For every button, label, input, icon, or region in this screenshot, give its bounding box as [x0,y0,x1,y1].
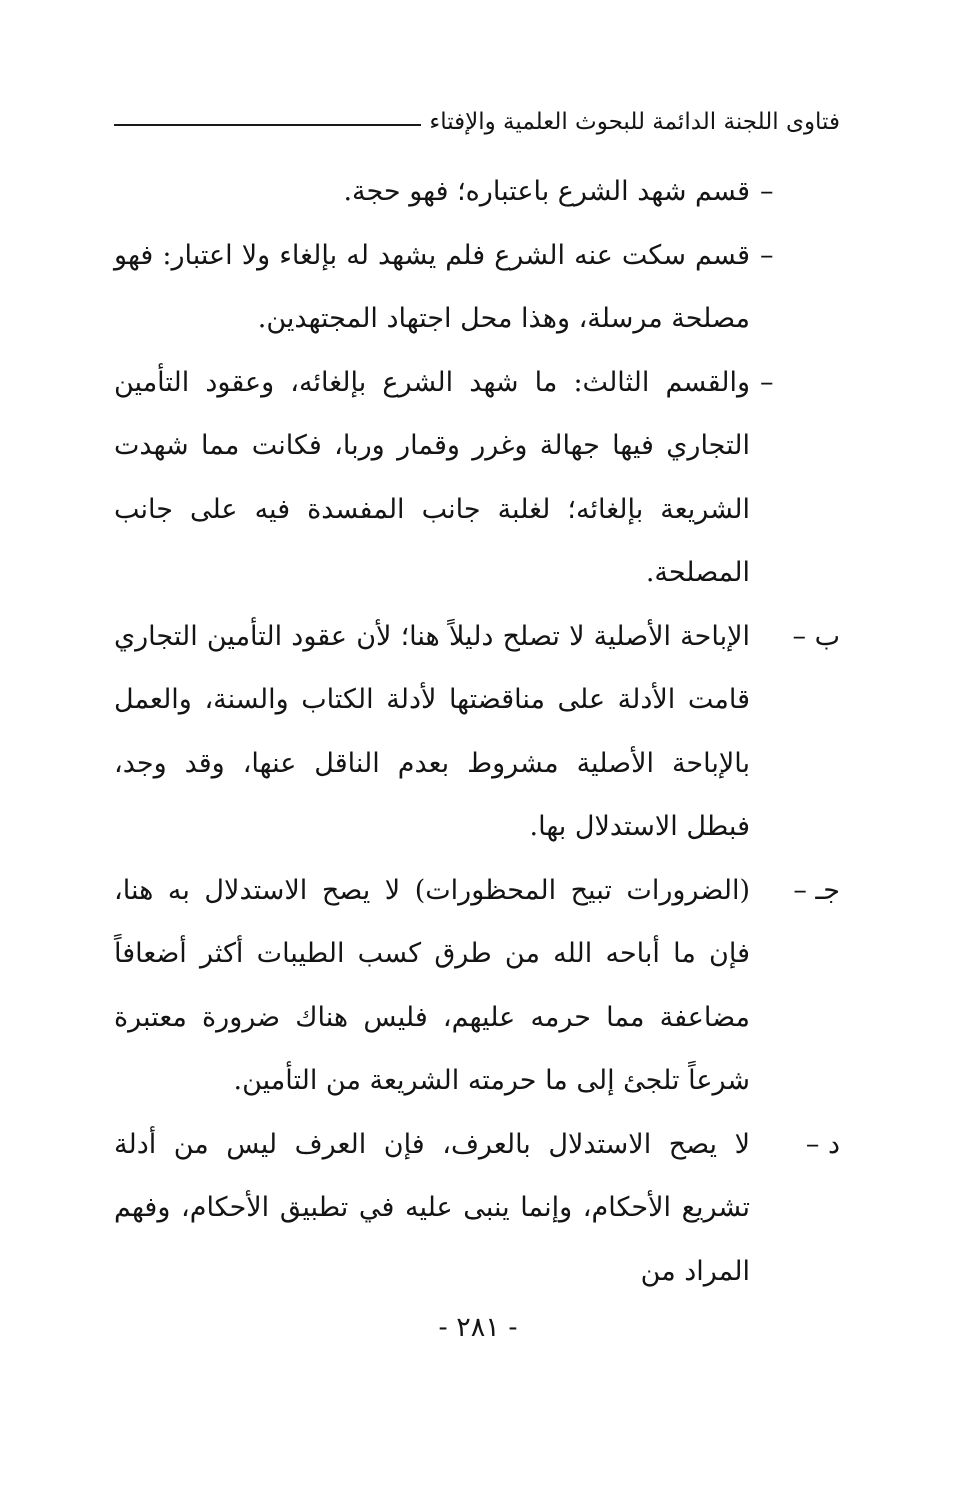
item-marker: – [760,366,774,398]
item-marker: د – [805,1128,840,1160]
list-item [114,351,840,605]
item-marker: ب – [792,620,840,652]
header-rule [114,124,421,126]
list-item [114,160,840,224]
list-item [114,1113,840,1304]
page-number: - ٢٨١ - [438,1312,518,1343]
body-text [114,160,840,1303]
running-header [114,102,840,142]
item-text: لا يصح الاستدلال بالعرف، فإن العرف ليس من أدلة تشريع الأحكام، وإنما ينبى عليه في تطبيق الأحكام، وفهم المراد من [114,1128,750,1287]
list-item [114,605,840,859]
list-item [114,224,840,351]
running-title: فتاوى اللجنة الدائمة للبحوث العلمية والإفتاء [429,109,840,135]
item-text: قسم سكت عنه الشرع فلم يشهد له بإلغاء ولا اعتبار: فهو مصلحة مرسلة، وهذا محل اجتهاد المجتهدين. [114,239,750,334]
item-text: الإباحة الأصلية لا تصلح دليلاً هنا؛ لأن عقود التأمين التجاري قامت الأدلة على مناقضتها لأدلة الكتاب والسنة، والعمل بالإباحة الأصلية مشروط بعدم الناقل عنها، وقد وجد، فبطل الاستدلال بها. [114,620,750,842]
item-text: والقسم الثالث: ما شهد الشرع بإلغائه، وعقود التأمين التجاري فيها جهالة وغرر وقمار وربا، فكانت مما شهدت الشريعة بإلغائه؛ لغلبة جانب المفسدة فيه على جانب المصلحة. [114,366,750,588]
item-marker: جـ – [793,874,840,906]
item-marker: – [760,176,774,207]
item-text: قسم شهد الشرع باعتباره؛ فهو حجة. [343,176,750,207]
item-text: (الضرورات تبيح المحظورات) لا يصح الاستدلال به هنا، فإن ما أباحه الله من طرق كسب الطيبات أكثر أضعافاً مضاعفة مما حرمه عليهم، فليس هناك ضرورة معتبرة شرعاً تلجئ إلى ما حرمته الشريعة من التأمين. [114,874,750,1096]
list-item [114,859,840,1113]
item-marker: – [760,239,774,271]
